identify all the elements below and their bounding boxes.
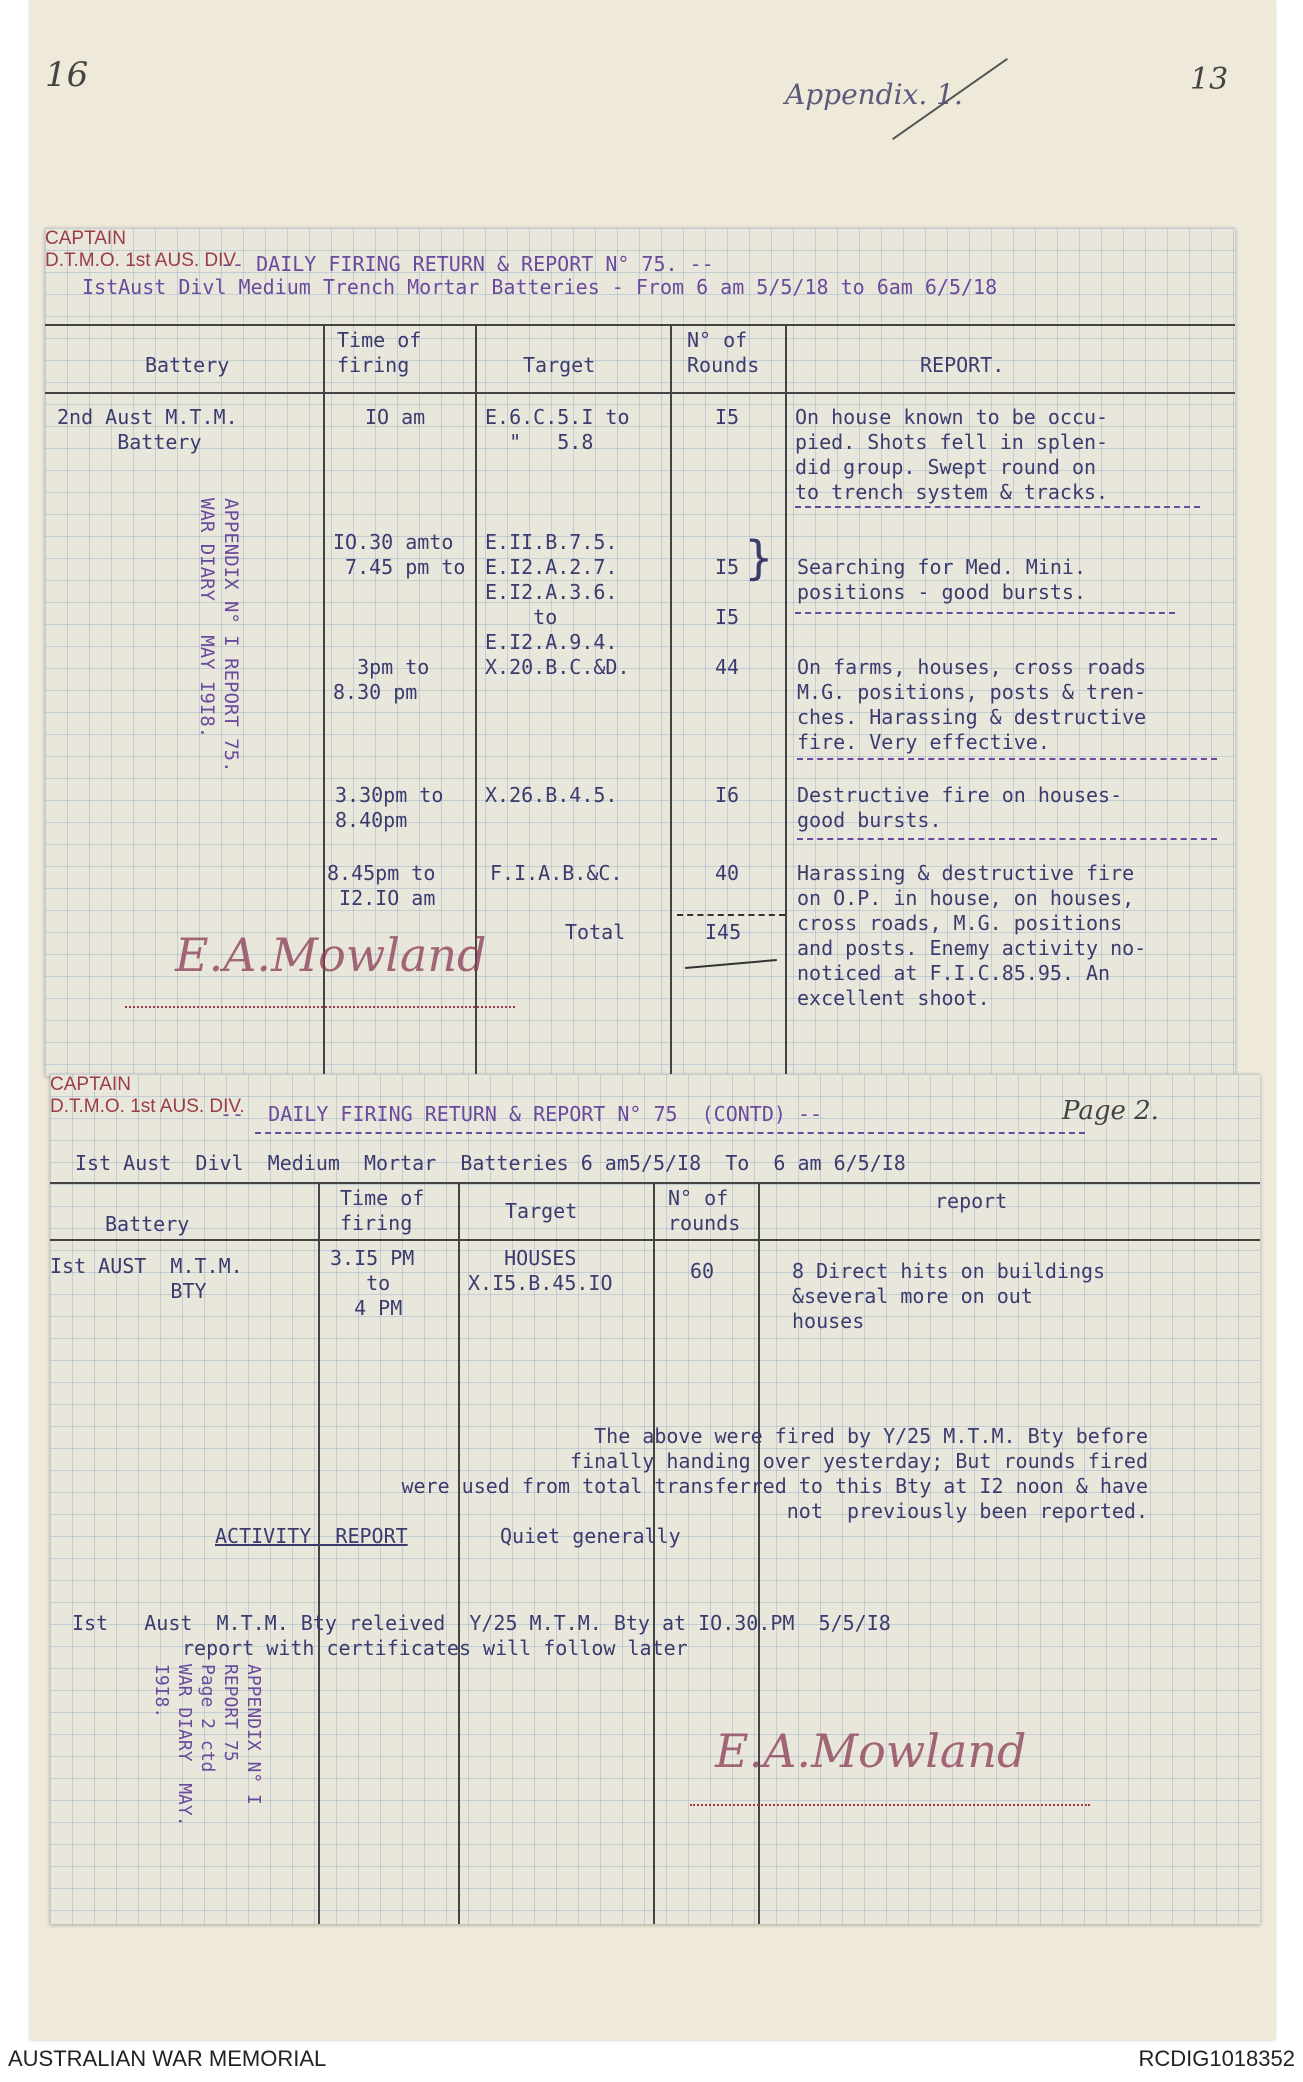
sheet2-col-rule-4: [758, 1182, 760, 1924]
sheet2-dtmo: D.T.M.O. 1st AUS. DIV.: [50, 1096, 245, 1117]
header-top-rule: [45, 324, 1235, 326]
total-label: Total: [565, 920, 626, 944]
row4-rounds: I6: [715, 783, 740, 807]
sheet2-header-rounds: N° of rounds: [668, 1186, 741, 1235]
sheet2-activity-text: Quiet generally: [500, 1524, 681, 1548]
row3-target: X.20.B.C.&D.: [485, 655, 630, 679]
sheet2-col-rule-3: [653, 1182, 655, 1924]
row5-rounds: 40: [715, 861, 740, 885]
row5-report: Harassing & destructive fire on O.P. in house, on houses, cross roads, M.G. positions and posts. Enemy activity no- noticed at F.I.C.85.95. An excellent shoot.: [797, 861, 1147, 1010]
row3-rounds: 44: [715, 655, 740, 679]
sheet2-header-battery: Battery: [105, 1212, 190, 1236]
header-report: REPORT.: [920, 353, 1005, 377]
row2-report: Searching for Med. Mini. positions - good bursts.: [797, 555, 1086, 604]
row1-report: On house known to be occu- pied. Shots fell in splen- did group. Swept round on to trench system & tracks.: [795, 405, 1109, 504]
sheet2-rounds: 60: [690, 1259, 715, 1283]
sheet2-captain: CAPTAIN: [50, 1074, 131, 1095]
page-number-left: 16: [45, 55, 89, 95]
row4-target: X.26.B.4.5.: [485, 783, 618, 807]
row2-brace: }: [745, 531, 773, 585]
sheet1-subtitle: IstAust Divl Medium Trench Mortar Batteries - From 6 am 5/5/18 to 6am 6/5/18: [82, 275, 998, 299]
header-battery: Battery: [145, 353, 230, 377]
sheet2-note: The above were fired by Y/25 M.T.M. Bty before finally handing over yesterday; But rounds fired were used from total transferred to this Bty at I2 noon & have not previously been reported.: [401, 1424, 1148, 1523]
row4-report: Destructive fire on houses- good bursts.: [797, 783, 1123, 832]
sheet2-header-report: report: [935, 1189, 1008, 1213]
row2-rounds: I5 I5: [715, 555, 740, 629]
footer-left: AUSTRALIAN WAR MEMORIAL: [8, 2046, 327, 2071]
firing-return-sheet-1: [45, 228, 1235, 1076]
sheet2-header-bottom-rule: [50, 1239, 1260, 1241]
row1-rounds: I5: [715, 405, 740, 429]
page-number-right: 13: [1190, 62, 1229, 97]
row3-report: On farms, houses, cross roads M.G. positions, posts & tren- ches. Harassing & destructive fire. Very effective.: [797, 655, 1147, 754]
sheet1-title: -- DAILY FIRING RETURN & REPORT N° 75. --: [220, 252, 714, 276]
row5-target: F.I.A.B.&C.: [490, 861, 623, 885]
header-target: Target: [523, 353, 596, 377]
sheet1-captain: CAPTAIN: [45, 228, 126, 249]
row1-time: IO am: [365, 405, 426, 429]
col-rule-4: [785, 324, 787, 1076]
sheet2-signature: E.A.Mowland: [715, 1724, 1027, 1778]
footer-right: RCDIG1018352: [1138, 2046, 1295, 2071]
sheet2-page-note: Page 2.: [1062, 1096, 1159, 1126]
sheet2-col-rule-2: [458, 1182, 460, 1924]
row2-target: E.II.B.7.5. E.I2.A.2.7. E.I2.A.3.6. to E.I2.A.9.4.: [485, 530, 618, 654]
sheet2-report: 8 Direct hits on buildings &several more on out houses: [792, 1259, 1106, 1333]
header-rounds: N° of Rounds: [687, 328, 760, 377]
appendix-label: Appendix. 1.: [785, 78, 963, 111]
sheet2-side-stamp: APPENDIX N° I REPORT 75 Page 2 ctd WAR DIARY MAY. I9I8.: [151, 1664, 264, 1827]
sheet2-header-target: Target: [505, 1199, 578, 1223]
sheet2-title: -- DAILY FIRING RETURN & REPORT N° 75 (CONTD) --: [220, 1102, 823, 1126]
row1-target: E.6.C.5.I to " 5.8: [485, 405, 630, 454]
row3-time: 3pm to 8.30 pm: [333, 655, 430, 704]
header-bottom-rule: [45, 392, 1235, 394]
sheet2-col-rule-1: [318, 1182, 320, 1924]
header-time: Time of firing: [337, 328, 422, 377]
sheet2-relief-line2: report with certificates will follow later: [182, 1636, 688, 1660]
sheet1-dtmo: D.T.M.O. 1st AUS. DIV: [45, 250, 237, 271]
sheet1-side-stamp: APPENDIX N° I REPORT 75. WAR DIARY MAY I9I8.: [196, 498, 242, 773]
row4-time: 3.30pm to 8.40pm: [335, 783, 444, 832]
battery-name: 2nd Aust M.T.M. Battery: [57, 405, 238, 454]
firing-return-sheet-2: [50, 1074, 1260, 1924]
row5-time: 8.45pm to I2.IO am: [327, 861, 436, 910]
sheet2-header-top-rule: [50, 1182, 1260, 1184]
sheet2-relief-line1: Ist Aust M.T.M. Bty releived Y/25 M.T.M. Bty at IO.30.PM 5/5/I8: [72, 1611, 891, 1635]
col-rule-3: [670, 324, 672, 1076]
sheet2-activity-label: ACTIVITY REPORT: [215, 1524, 408, 1548]
total-value: I45: [705, 920, 742, 944]
sheet2-header-time: Time of firing: [340, 1186, 425, 1235]
row2-time: IO.30 amto 7.45 pm to: [333, 530, 466, 579]
sheet2-battery-name: Ist AUST M.T.M. BTY: [50, 1254, 243, 1303]
sheet2-time: 3.I5 PM to 4 PM: [330, 1246, 415, 1320]
sheet1-signature: E.A.Mowland: [175, 928, 487, 982]
sheet2-target: HOUSES X.I5.B.45.IO: [468, 1246, 613, 1295]
sheet2-subtitle: Ist Aust Divl Medium Mortar Batteries 6 am5/5/I8 To 6 am 6/5/I8: [75, 1151, 906, 1175]
